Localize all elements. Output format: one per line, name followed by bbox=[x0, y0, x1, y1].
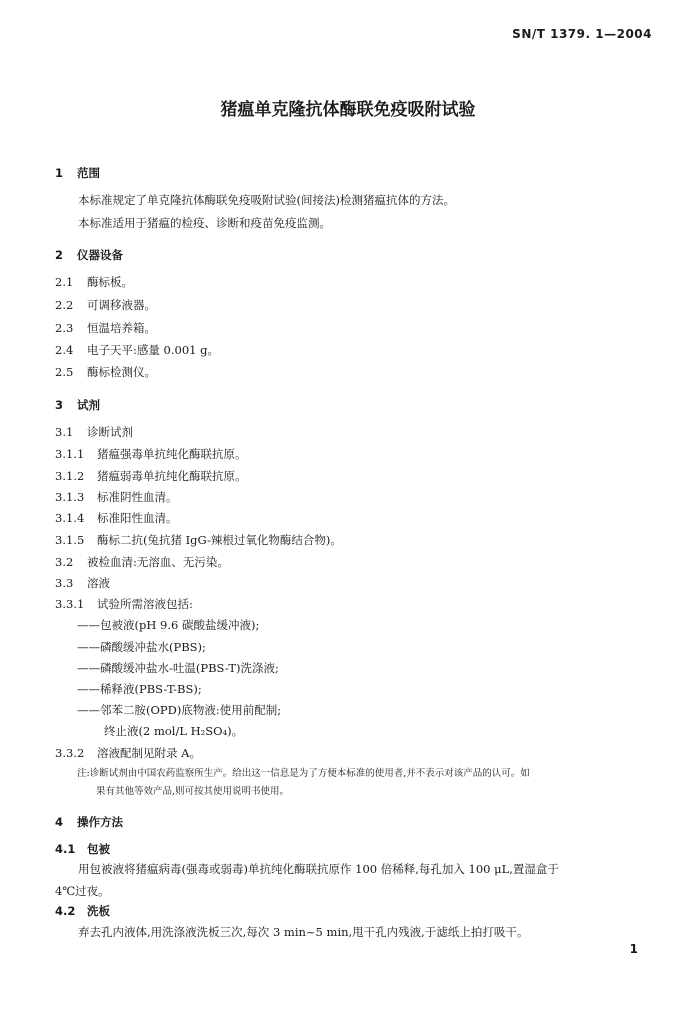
item-number: 3.1.2 bbox=[55, 469, 85, 483]
item-number: 3.3.1 bbox=[55, 597, 85, 611]
item-text: 猪瘟弱毒单抗纯化酶联抗原。 bbox=[97, 469, 247, 483]
page-number: 1 bbox=[629, 942, 638, 956]
list-item bbox=[55, 490, 178, 504]
item-text: 被检血清:无溶血、无污染。 bbox=[87, 555, 229, 569]
paragraph: 弃去孔内液体,用洗涤液洗板三次,每次 3 min~5 min,甩干孔内残液,于滤纸上拍打吸干。 bbox=[78, 925, 529, 939]
item-number: 2.3 bbox=[55, 321, 74, 335]
paragraph: 本标准适用于猪瘟的检疫、诊断和疫苗免疫监测。 bbox=[78, 216, 331, 230]
item-number: 2.1 bbox=[55, 275, 74, 289]
document-title: 猪瘟单克隆抗体酶联免疫吸附试验 bbox=[220, 100, 476, 120]
item-number: 4.1 bbox=[55, 842, 76, 856]
list-item bbox=[55, 469, 247, 483]
paragraph: 本标准规定了单克隆抗体酶联免疫吸附试验(间接法)检测猪瘟抗体的方法。 bbox=[78, 193, 455, 207]
list-item bbox=[55, 321, 156, 335]
subsection-heading bbox=[55, 555, 229, 569]
subsection-heading bbox=[55, 746, 201, 760]
item-number: 3.3.2 bbox=[55, 746, 85, 760]
section-number: 3 bbox=[55, 398, 64, 412]
item-number: 3.1 bbox=[55, 425, 74, 439]
item-text: 酶标板。 bbox=[87, 275, 133, 289]
section-number: 2 bbox=[55, 248, 64, 262]
section-4-heading bbox=[55, 815, 123, 829]
section-title: 试剂 bbox=[77, 398, 100, 412]
item-text: 可调移液器。 bbox=[87, 298, 156, 312]
item-number: 3.1.1 bbox=[55, 447, 85, 461]
item-text: 酶标检测仪。 bbox=[87, 365, 156, 379]
section-1-heading bbox=[55, 166, 100, 180]
item-number: 3.2 bbox=[55, 555, 74, 569]
section-3-heading bbox=[55, 398, 100, 412]
note-line: 注:诊断试剂由中国农药监察所生产。给出这一信息是为了方便本标准的使用者,并不表示对该产品的认可。如 bbox=[77, 768, 530, 779]
solution-item: ——磷酸缓冲盐水-吐温(PBS-T)洗涤液; bbox=[77, 661, 279, 675]
solution-item: 终止液(2 mol/L H₂SO₄)。 bbox=[104, 724, 244, 738]
item-number: 4.2 bbox=[55, 904, 76, 918]
list-item bbox=[55, 275, 133, 289]
item-text: 洗板 bbox=[87, 904, 110, 918]
list-item bbox=[55, 447, 247, 461]
note-line: 果有其他等效产品,则可按其使用说明书使用。 bbox=[96, 786, 290, 797]
subsection-heading bbox=[55, 842, 110, 856]
item-text: 溶液 bbox=[87, 576, 110, 590]
section-title: 仪器设备 bbox=[77, 248, 123, 262]
item-number: 3.1.4 bbox=[55, 511, 85, 525]
standard-code: SN/T 1379. 1—2004 bbox=[512, 27, 652, 41]
item-text: 恒温培养箱。 bbox=[87, 321, 156, 335]
section-number: 1 bbox=[55, 166, 64, 180]
item-text: 标准阴性血清。 bbox=[97, 490, 178, 504]
solution-item: ——稀释液(PBS-T-BS); bbox=[77, 682, 202, 696]
item-text: 标准阳性血清。 bbox=[97, 511, 178, 525]
subsection-heading bbox=[55, 425, 133, 439]
list-item bbox=[55, 343, 219, 357]
list-item bbox=[55, 511, 178, 525]
list-item bbox=[55, 533, 342, 547]
item-text: 包被 bbox=[87, 842, 110, 856]
list-item bbox=[55, 365, 156, 379]
item-number: 2.4 bbox=[55, 343, 74, 357]
subsection-heading bbox=[55, 597, 193, 611]
section-number: 4 bbox=[55, 815, 64, 829]
subsection-heading bbox=[55, 576, 110, 590]
item-text: 诊断试剂 bbox=[87, 425, 133, 439]
section-title: 范围 bbox=[77, 166, 100, 180]
item-text: 溶液配制见附录 A。 bbox=[97, 746, 201, 760]
section-title: 操作方法 bbox=[77, 815, 123, 829]
item-number: 3.1.3 bbox=[55, 490, 85, 504]
item-text: 试验所需溶液包括: bbox=[97, 597, 193, 611]
solution-item: ——邻苯二胺(OPD)底物液:使用前配制; bbox=[77, 703, 282, 717]
item-number: 2.5 bbox=[55, 365, 74, 379]
solution-item: ——磷酸缓冲盐水(PBS); bbox=[77, 640, 206, 654]
paragraph: 用包被液将猪瘟病毒(强毒或弱毒)单抗纯化酶联抗原作 100 倍稀释,每孔加入 100 μL,置湿盒于 bbox=[78, 862, 559, 876]
item-number: 2.2 bbox=[55, 298, 74, 312]
subsection-heading bbox=[55, 904, 110, 918]
item-text: 酶标二抗(兔抗猪 IgG-辣根过氧化物酶结合物)。 bbox=[97, 533, 342, 547]
item-number: 3.3 bbox=[55, 576, 74, 590]
item-number: 3.1.5 bbox=[55, 533, 85, 547]
list-item bbox=[55, 298, 156, 312]
paragraph: 4℃过夜。 bbox=[55, 884, 110, 898]
solution-item: ——包被液(pH 9.6 碳酸盐缓冲液); bbox=[77, 618, 260, 632]
section-2-heading bbox=[55, 248, 123, 262]
item-text: 电子天平:感量 0.001 g。 bbox=[87, 343, 219, 357]
item-text: 猪瘟强毒单抗纯化酶联抗原。 bbox=[97, 447, 247, 461]
